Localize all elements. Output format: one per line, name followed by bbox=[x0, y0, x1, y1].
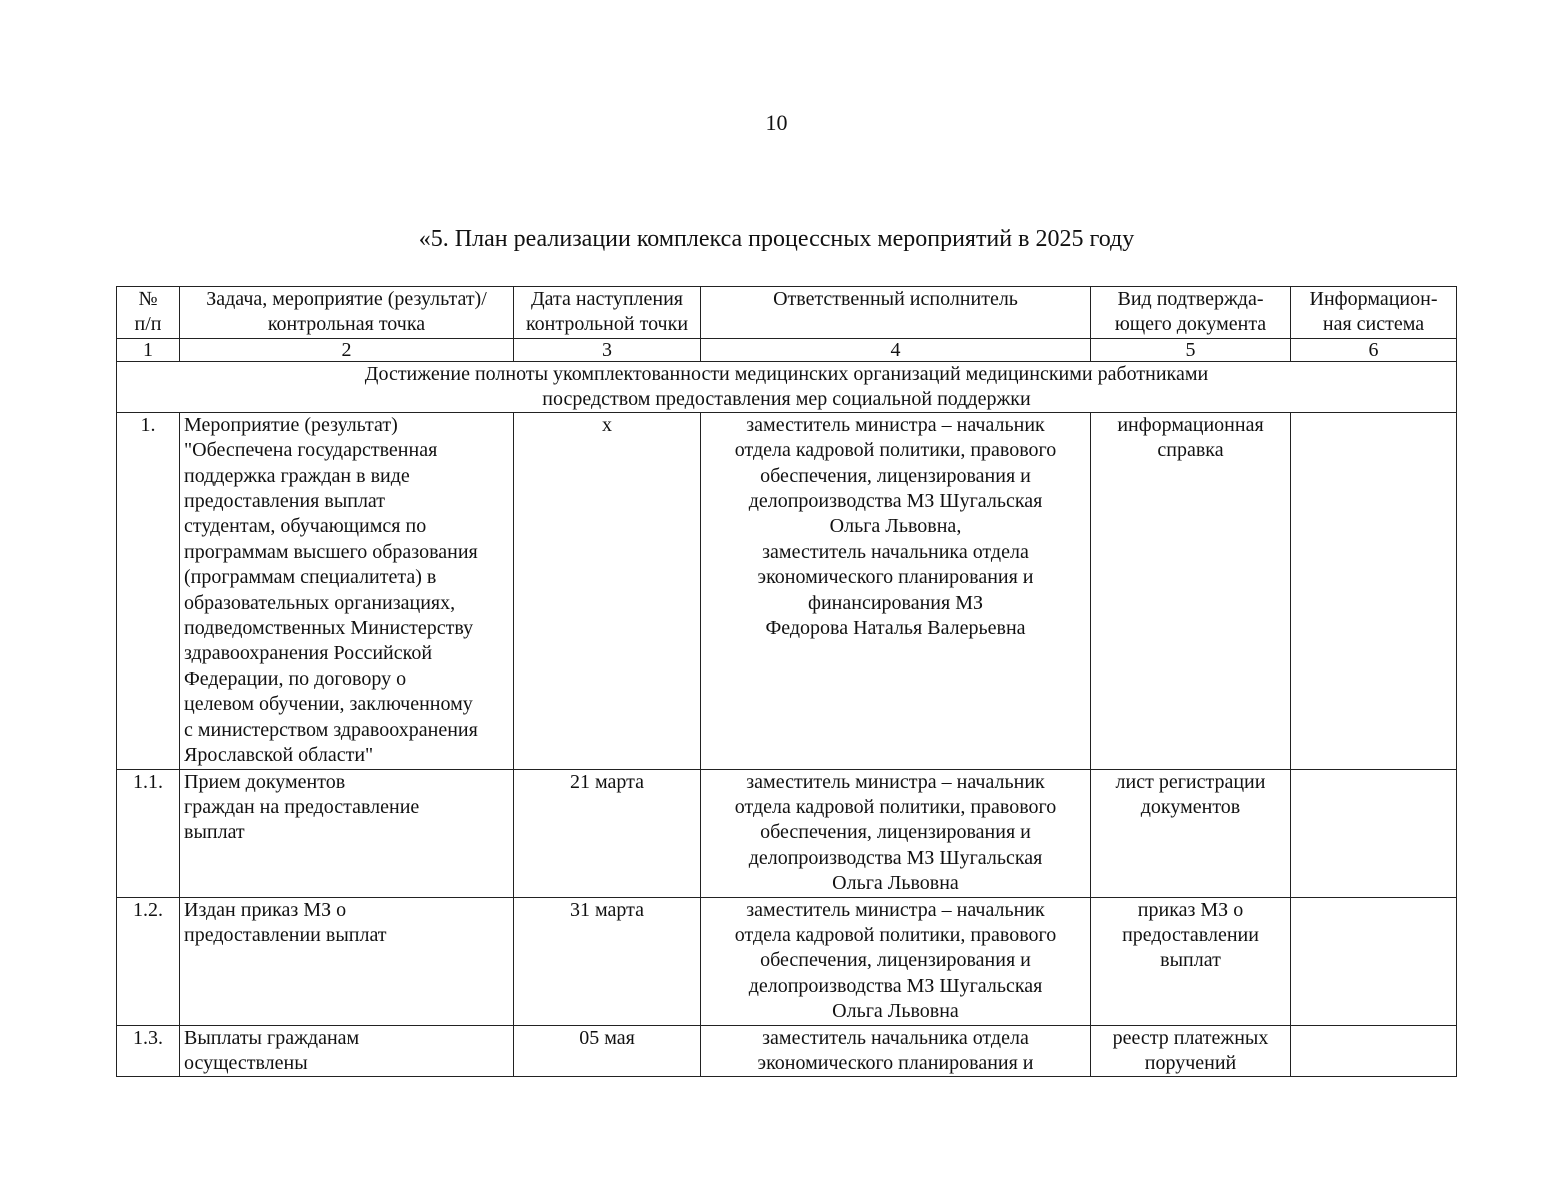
row-system bbox=[1291, 897, 1457, 1025]
page-number: 10 bbox=[765, 110, 788, 135]
table-row bbox=[117, 897, 1457, 1025]
column-number: 2 bbox=[180, 338, 514, 361]
row-document: реестр платежных поручений bbox=[1091, 1025, 1291, 1077]
row-system bbox=[1291, 769, 1457, 897]
row-executor: заместитель министра – начальник отдела кадровой политики, правового обеспечения, лицензирования и делопроизводства МЗ Шугальская Ольга Львовна, заместитель начальника отдела экономического планирования и финансирования МЗ Федорова Наталья Валерьевна bbox=[701, 412, 1091, 769]
table-row bbox=[117, 769, 1457, 897]
header-document: Вид подтвержда- ющего документа bbox=[1091, 287, 1291, 339]
table-row bbox=[117, 412, 1457, 769]
column-number: 3 bbox=[514, 338, 701, 361]
section-heading: Достижение полноты укомплектованности медицинских организаций медицинскими работниками посредством предоставления мер социальной поддержки bbox=[117, 361, 1457, 412]
row-task: Прием документов граждан на предоставление выплат bbox=[180, 769, 514, 897]
table-row bbox=[117, 1025, 1457, 1077]
header-date: Дата наступления контрольной точки bbox=[514, 287, 701, 339]
row-date: 31 марта bbox=[514, 897, 701, 1025]
row-task: Выплаты гражданам осуществлены bbox=[180, 1025, 514, 1077]
column-number: 4 bbox=[701, 338, 1091, 361]
header-number: № п/п bbox=[117, 287, 180, 339]
header-executor: Ответственный исполнитель bbox=[701, 287, 1091, 339]
plan-table bbox=[116, 286, 1457, 1077]
row-date: 21 марта bbox=[514, 769, 701, 897]
row-document: информационная справка bbox=[1091, 412, 1291, 769]
section-row bbox=[117, 361, 1457, 412]
row-executor: заместитель министра – начальник отдела кадровой политики, правового обеспечения, лицензирования и делопроизводства МЗ Шугальская Ольга Львовна bbox=[701, 769, 1091, 897]
row-system bbox=[1291, 1025, 1457, 1077]
header-system: Информацион- ная система bbox=[1291, 287, 1457, 339]
row-number: 1.1. bbox=[117, 769, 180, 897]
row-number: 1.2. bbox=[117, 897, 180, 1025]
row-system bbox=[1291, 412, 1457, 769]
row-executor: заместитель министра – начальник отдела кадровой политики, правового обеспечения, лицензирования и делопроизводства МЗ Шугальская Ольга Львовна bbox=[701, 897, 1091, 1025]
row-document: лист регистрации документов bbox=[1091, 769, 1291, 897]
row-executor: заместитель начальника отдела экономического планирования и bbox=[701, 1025, 1091, 1077]
document-title: «5. План реализации комплекса процессных мероприятий в 2025 году bbox=[418, 226, 1135, 252]
row-task: Мероприятие (результат) "Обеспечена государственная поддержка граждан в виде предоставления выплат студентам, обучающимся по программам высшего образования (программам специалитета) в образовательных организациях, подведомственных Министерству здравоохранения Российской Федерации, по договору о целевом обучении, заключенному с министерством здравоохранения Ярославской области" bbox=[180, 412, 514, 769]
column-number: 1 bbox=[117, 338, 180, 361]
row-number: 1.3. bbox=[117, 1025, 180, 1077]
row-task: Издан приказ МЗ о предоставлении выплат bbox=[180, 897, 514, 1025]
row-date: x bbox=[514, 412, 701, 769]
table-header-row bbox=[117, 287, 1457, 339]
row-number: 1. bbox=[117, 412, 180, 769]
row-date: 05 мая bbox=[514, 1025, 701, 1077]
column-number: 5 bbox=[1091, 338, 1291, 361]
column-number-row bbox=[117, 338, 1457, 361]
column-number: 6 bbox=[1291, 338, 1457, 361]
row-document: приказ МЗ о предоставлении выплат bbox=[1091, 897, 1291, 1025]
header-task: Задача, мероприятие (результат)/ контрольная точка bbox=[180, 287, 514, 339]
